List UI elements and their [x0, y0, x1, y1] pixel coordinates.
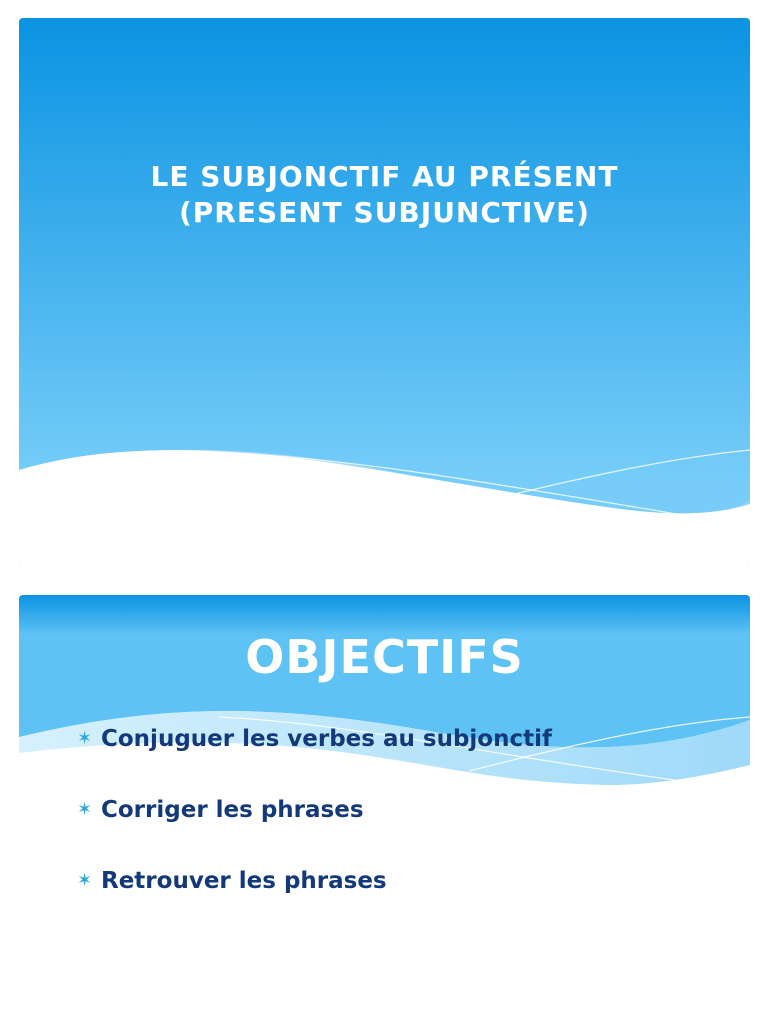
star-bullet-icon: ✶ [77, 728, 93, 749]
title-slide [19, 18, 750, 566]
slide-title [19, 159, 750, 231]
list-item-text: Corriger les phrases [101, 797, 364, 823]
star-bullet-icon: ✶ [77, 799, 93, 820]
slide-background [19, 18, 750, 566]
list-item-text: Retrouver les phrases [101, 868, 387, 894]
slide-title-line2: (PRESENT SUBJUNCTIVE) [178, 196, 591, 229]
slide-title: OBJECTIFS [245, 630, 524, 684]
star-bullet-icon: ✶ [77, 870, 93, 891]
objectives-slide [19, 595, 750, 1015]
list-item-text: Conjuguer les verbes au subjonctif [101, 726, 552, 752]
slide-title-line1: LE SUBJONCTIF AU PRÉSENT [150, 160, 619, 193]
